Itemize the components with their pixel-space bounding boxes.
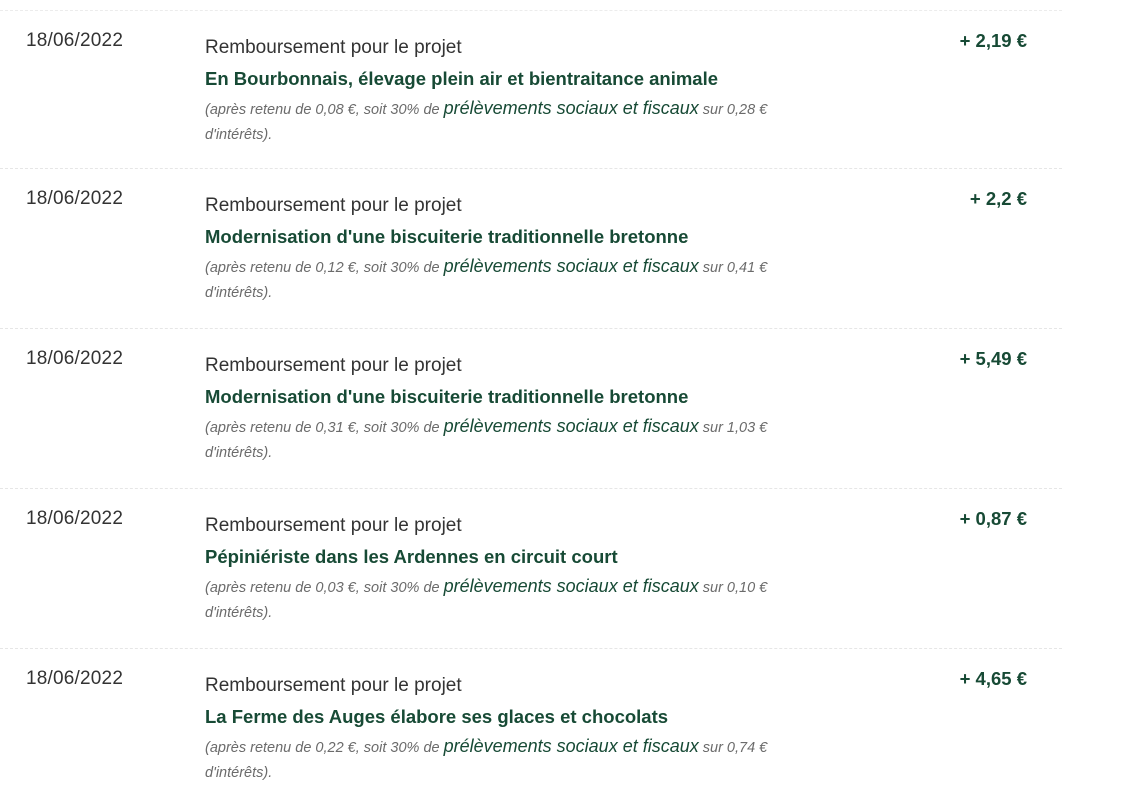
tax-info-link[interactable]: prélèvements sociaux et fiscaux [443,256,699,276]
tax-info-link[interactable]: prélèvements sociaux et fiscaux [443,98,699,118]
transaction-row [0,168,1062,328]
transaction-details [205,514,825,626]
transaction-details [205,194,825,306]
transaction-details [205,354,825,466]
transaction-row [0,10,1062,168]
tax-note-suffix: sur 0,74 € d'intérêts). [205,740,768,781]
tax-note [205,414,825,466]
tax-note-prefix: (après retenu de 0,12 €, soit 30% de [205,260,444,276]
tax-note-prefix: (après retenu de 0,22 €, soit 30% de [205,740,444,756]
tax-note-prefix: (après retenu de 0,03 €, soit 30% de [205,580,444,596]
transaction-intro: Remboursement pour le projet [205,37,462,58]
transaction-intro: Remboursement pour le projet [205,675,462,696]
tax-info-link[interactable]: prélèvements sociaux et fiscaux [443,736,699,756]
transaction-amount: + 2,19 € [959,30,1027,51]
transaction-date: 18/06/2022 [26,188,124,209]
transaction-row [0,648,1062,808]
transaction-row [0,328,1062,488]
transaction-date: 18/06/2022 [26,30,124,51]
transaction-amount: + 0,87 € [959,508,1027,529]
tax-note-suffix: sur 0,10 € d'intérêts). [205,580,768,621]
tax-note [205,734,825,786]
project-link[interactable]: En Bourbonnais, élevage plein air et bientraitance animale [205,68,719,89]
tax-note [205,96,825,148]
tax-note [205,574,825,626]
project-link[interactable]: Modernisation d'une biscuiterie traditionnelle bretonne [205,226,689,247]
transaction-row [0,488,1062,648]
project-link[interactable]: La Ferme des Auges élabore ses glaces et chocolats [205,706,669,727]
project-link[interactable]: Pépiniériste dans les Ardennes en circuit court [205,546,618,567]
project-link[interactable]: Modernisation d'une biscuiterie traditionnelle bretonne [205,386,689,407]
tax-info-link[interactable]: prélèvements sociaux et fiscaux [443,576,699,596]
transaction-amount: + 2,2 € [969,188,1027,209]
transaction-intro: Remboursement pour le projet [205,195,462,216]
tax-info-link[interactable]: prélèvements sociaux et fiscaux [443,416,699,436]
tax-note-suffix: sur 1,03 € d'intérêts). [205,420,768,461]
transaction-date: 18/06/2022 [26,508,124,529]
transaction-details [205,674,825,786]
transaction-amount: + 5,49 € [959,348,1027,369]
transaction-date: 18/06/2022 [26,668,124,689]
tax-note-suffix: sur 0,41 € d'intérêts). [205,260,768,301]
tax-note [205,254,825,306]
tax-note-prefix: (après retenu de 0,31 €, soit 30% de [205,420,444,436]
transaction-intro: Remboursement pour le projet [205,515,462,536]
transaction-intro: Remboursement pour le projet [205,355,462,376]
transaction-amount: + 4,65 € [959,668,1027,689]
tax-note-prefix: (après retenu de 0,08 €, soit 30% de [205,102,444,118]
transaction-details [205,36,825,148]
transaction-date: 18/06/2022 [26,348,124,369]
tax-note-suffix: sur 0,28 € d'intérêts). [205,102,768,143]
